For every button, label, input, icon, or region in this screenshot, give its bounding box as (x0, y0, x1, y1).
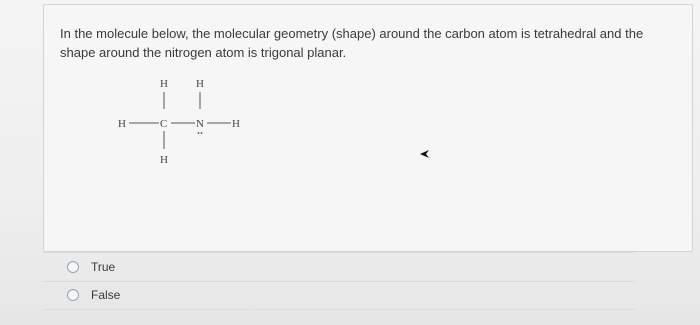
radio-true[interactable] (67, 261, 79, 273)
answer-options (43, 252, 691, 324)
radio-false[interactable] (67, 289, 79, 301)
question-text: In the molecule below, the molecular geometry (shape) around the carbon atom is tetrahedral and the shape around the nitrogen atom is trigonal planar. (60, 26, 644, 60)
atom-carbon: C (160, 118, 168, 130)
atom-nitrogen: N (196, 118, 204, 130)
atom-h-bottom: H (160, 154, 168, 166)
mouse-cursor-icon (418, 147, 432, 161)
atom-h-left: H (118, 118, 126, 130)
atom-h-top-carbon: H (160, 78, 168, 90)
atom-h-right: H (232, 118, 240, 130)
lone-pair-dot-1 (198, 132, 200, 134)
lone-pair-dot-2 (201, 132, 203, 134)
option-false-label: False (91, 288, 121, 302)
option-false[interactable] (43, 281, 635, 310)
molecule-diagram (110, 76, 270, 176)
option-true-label: True (91, 260, 116, 274)
atom-h-top-nitrogen: H (196, 78, 204, 90)
molecule-structure (110, 76, 270, 176)
option-true[interactable] (43, 252, 635, 282)
